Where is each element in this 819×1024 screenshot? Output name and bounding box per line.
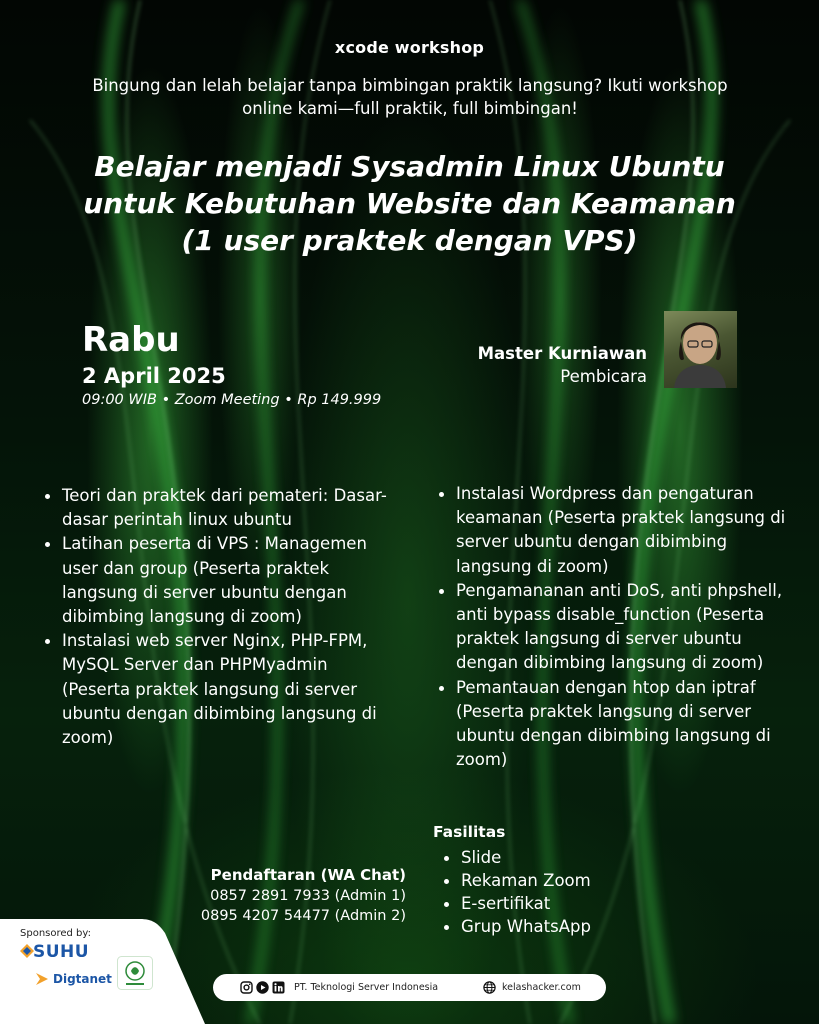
- brand-name: xcode workshop: [334, 38, 485, 57]
- organization-seal-icon: [117, 956, 153, 990]
- registration-title: Pendaftaran (WA Chat): [210, 866, 406, 884]
- sponsor-label: Sponsored by:: [20, 928, 91, 939]
- speaker-role: Pembicara: [560, 367, 647, 386]
- list-item: Grup WhatsApp: [442, 915, 692, 938]
- suhu-logo-icon: [20, 944, 34, 958]
- list-item: Latihan peserta di VPS : Managemen user dan group (Peserta praktek langsung di server ubuntu dengan dibimbing langsung di zoom): [43, 532, 398, 629]
- list-item: Rekaman Zoom: [442, 869, 692, 892]
- registration-contact[interactable]: 0895 4207 54477 (Admin 2): [200, 908, 406, 924]
- list-item: Instalasi Wordpress dan pengaturan keamanan (Peserta praktek langsung di server ubuntu dengan dibimbing langsung di zoom): [437, 482, 787, 579]
- digtanet-logo-icon: [35, 972, 49, 986]
- title-line: Belajar menjadi Sysadmin Linux Ubuntu: [94, 150, 725, 183]
- title-line: untuk Kebutuhan Website dan Keamanan: [83, 187, 736, 220]
- list-item: Pengamananan anti DoS, anti phpshell, anti bypass disable_function (Peserta praktek langsung di server ubuntu dengan dibimbing langsung di zoom): [437, 579, 787, 676]
- facilities-list: [442, 846, 692, 938]
- title-line: (1 user praktek dengan VPS): [181, 224, 638, 257]
- event-date: 2 April 2025: [82, 364, 226, 388]
- footer-company: PT. Teknologi Server Indonesia: [294, 982, 439, 993]
- speaker-name: Master Kurniawan: [477, 344, 647, 363]
- list-item: Teori dan praktek dari pemateri: Dasar-dasar perintah linux ubuntu: [43, 484, 398, 532]
- list-item: E-sertifikat: [442, 892, 692, 915]
- sponsor-suhu: SUHU: [33, 942, 90, 962]
- person-avatar-icon: [664, 311, 737, 388]
- facilities-title: Fasilitas: [433, 823, 506, 841]
- workshop-title: [30, 148, 789, 259]
- topics-list-left: [43, 484, 398, 750]
- speaker-photo: [664, 311, 737, 388]
- linkedin-icon[interactable]: [272, 981, 285, 994]
- registration-block: [201, 866, 406, 926]
- list-item: Pemantauan dengan htop dan iptraf (Peserta praktek langsung di server ubuntu dengan dibimbing langsung di zoom): [437, 676, 787, 773]
- list-item: Slide: [442, 846, 692, 869]
- footer-website-link[interactable]: kelashacker.com: [502, 982, 581, 993]
- topics-list-right: [437, 482, 787, 772]
- instagram-icon[interactable]: [240, 981, 253, 994]
- youtube-icon[interactable]: [256, 981, 269, 994]
- globe-icon: [483, 981, 496, 994]
- list-item: Instalasi web server Nginx, PHP-FPM, MySQL Server dan PHPMyadmin (Peserta praktek langsung di server ubuntu dengan dibimbing langsung di zoom): [43, 629, 398, 750]
- registration-contact[interactable]: 0857 2891 7933 (Admin 1): [210, 888, 406, 904]
- event-day: Rabu: [82, 320, 180, 360]
- tagline: Bingung dan lelah belajar tanpa bimbingan praktik langsung? Ikuti workshop online kami—full praktik, full bimbingan!: [92, 76, 728, 118]
- sponsor-digtanet: Digtanet: [53, 972, 112, 986]
- event-meta: 09:00 WIB • Zoom Meeting • Rp 149.999: [82, 392, 382, 408]
